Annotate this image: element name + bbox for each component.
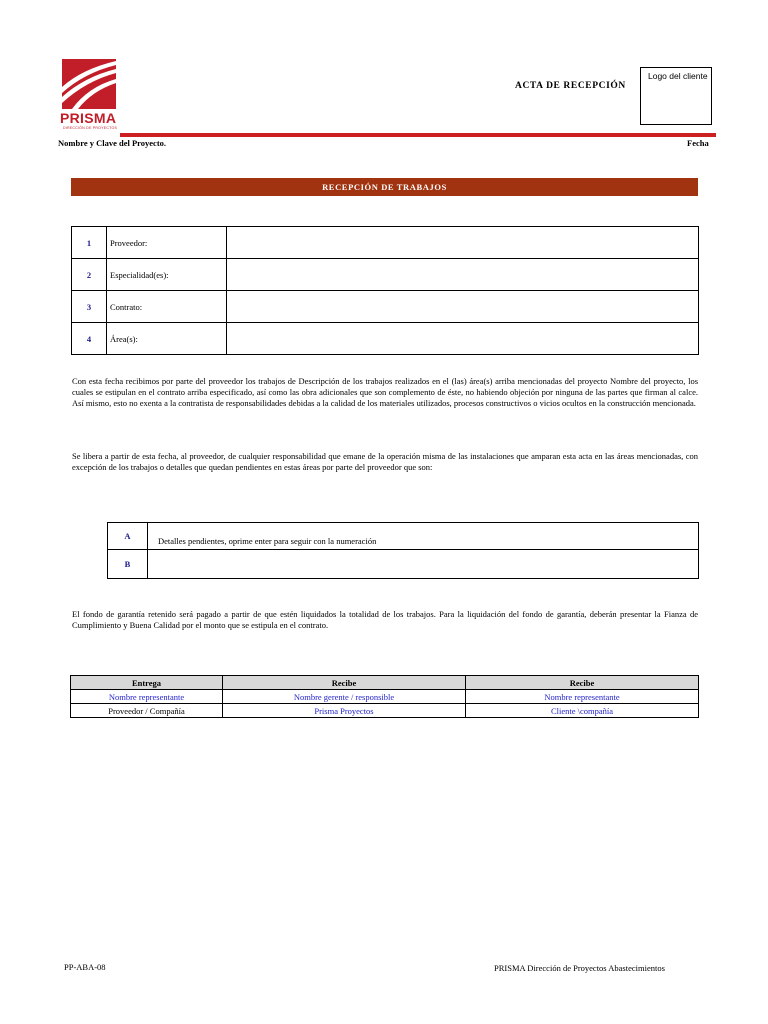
supplier-company: Proveedor / Compañía xyxy=(71,704,223,718)
column-header: Recibe xyxy=(223,676,466,690)
table-row xyxy=(71,676,699,690)
item-letter: B xyxy=(108,550,148,579)
table-row xyxy=(72,259,699,291)
client-company[interactable]: Cliente \compañía xyxy=(466,704,699,718)
column-header: Recibe xyxy=(466,676,699,690)
pending-items-table xyxy=(107,522,699,579)
row-number: 4 xyxy=(72,323,107,355)
client-logo-placeholder: Logo del cliente xyxy=(640,67,712,125)
area-field[interactable] xyxy=(227,323,699,355)
footer-department: PRISMA Dirección de Proyectos Abastecimientos xyxy=(494,963,665,973)
representative-name[interactable]: Nombre representante xyxy=(71,690,223,704)
info-table xyxy=(71,226,699,355)
guarantee-paragraph: El fondo de garantía retenido será pagado a partir de que estén liquidados la totalidad de los trabajos. Para la liquidación del fondo de garantía, deberán presentar la Fianza de Cumplimiento y Buena Calidad por el monto que se estipula en el contrato. xyxy=(72,609,698,630)
table-row xyxy=(72,323,699,355)
section-title-bar: RECEPCIÓN DE TRABAJOS xyxy=(71,178,698,196)
row-number: 2 xyxy=(72,259,107,291)
table-row xyxy=(108,550,699,579)
row-label: Proveedor: xyxy=(107,227,227,259)
pending-item-field[interactable]: Detalles pendientes, oprime enter para seguir con la numeración xyxy=(148,523,699,550)
reception-paragraph: Con esta fecha recibimos por parte del proveedor los trabajos de Descripción de los trabajos realizados en el (las) área(s) arriba mencionadas del proyecto Nombre del proyecto, los cuales se estipulan en el contrato arriba especificado, así como las obra adicionales que son complemento de éste, no habiendo objeción por ninguna de las partes que firman al calce. Así mismo, esto no exenta a la contratista de responsabilidades debidas a la calidad de los materiales utilizados, procesos constructivos o vicios ocultos en la construcción mencionada. xyxy=(72,376,698,408)
table-row xyxy=(71,704,699,718)
row-label: Contrato: xyxy=(107,291,227,323)
row-label: Área(s): xyxy=(107,323,227,355)
table-row xyxy=(72,291,699,323)
row-number: 3 xyxy=(72,291,107,323)
signature-table xyxy=(70,675,699,718)
column-header: Entrega xyxy=(71,676,223,690)
table-row xyxy=(108,523,699,550)
project-name-label: Nombre y Clave del Proyecto. xyxy=(58,138,167,148)
row-number: 1 xyxy=(72,227,107,259)
manager-name[interactable]: Nombre gerente / responsible xyxy=(223,690,466,704)
pending-item-field[interactable] xyxy=(148,550,699,579)
logo-wordmark: PRISMA xyxy=(60,110,117,126)
proveedor-field[interactable] xyxy=(227,227,699,259)
contrato-field[interactable] xyxy=(227,291,699,323)
table-row xyxy=(72,227,699,259)
header-rule xyxy=(120,133,716,137)
item-letter: A xyxy=(108,523,148,550)
row-label: Especialidad(es): xyxy=(107,259,227,291)
logo-subtitle: DIRECCIÓN DE PROYECTOS xyxy=(63,126,118,130)
prisma-company[interactable]: Prisma Proyectos xyxy=(223,704,466,718)
table-row xyxy=(71,690,699,704)
document-code: PP-ABA-08 xyxy=(64,962,106,972)
client-representative-name[interactable]: Nombre representante xyxy=(466,690,699,704)
document-title: ACTA DE RECEPCIÓN xyxy=(515,81,626,91)
especialidad-field[interactable] xyxy=(227,259,699,291)
date-label: Fecha xyxy=(687,138,709,148)
release-paragraph: Se libera a partir de esta fecha, al proveedor, de cualquier responsabilidad que emane de la operación misma de las instalaciones que amparan esta acta en las áreas mencionadas, con excepción de los trabajos o detalles que quedan pendientes en estas áreas por parte del proveedor que son: xyxy=(72,451,698,472)
